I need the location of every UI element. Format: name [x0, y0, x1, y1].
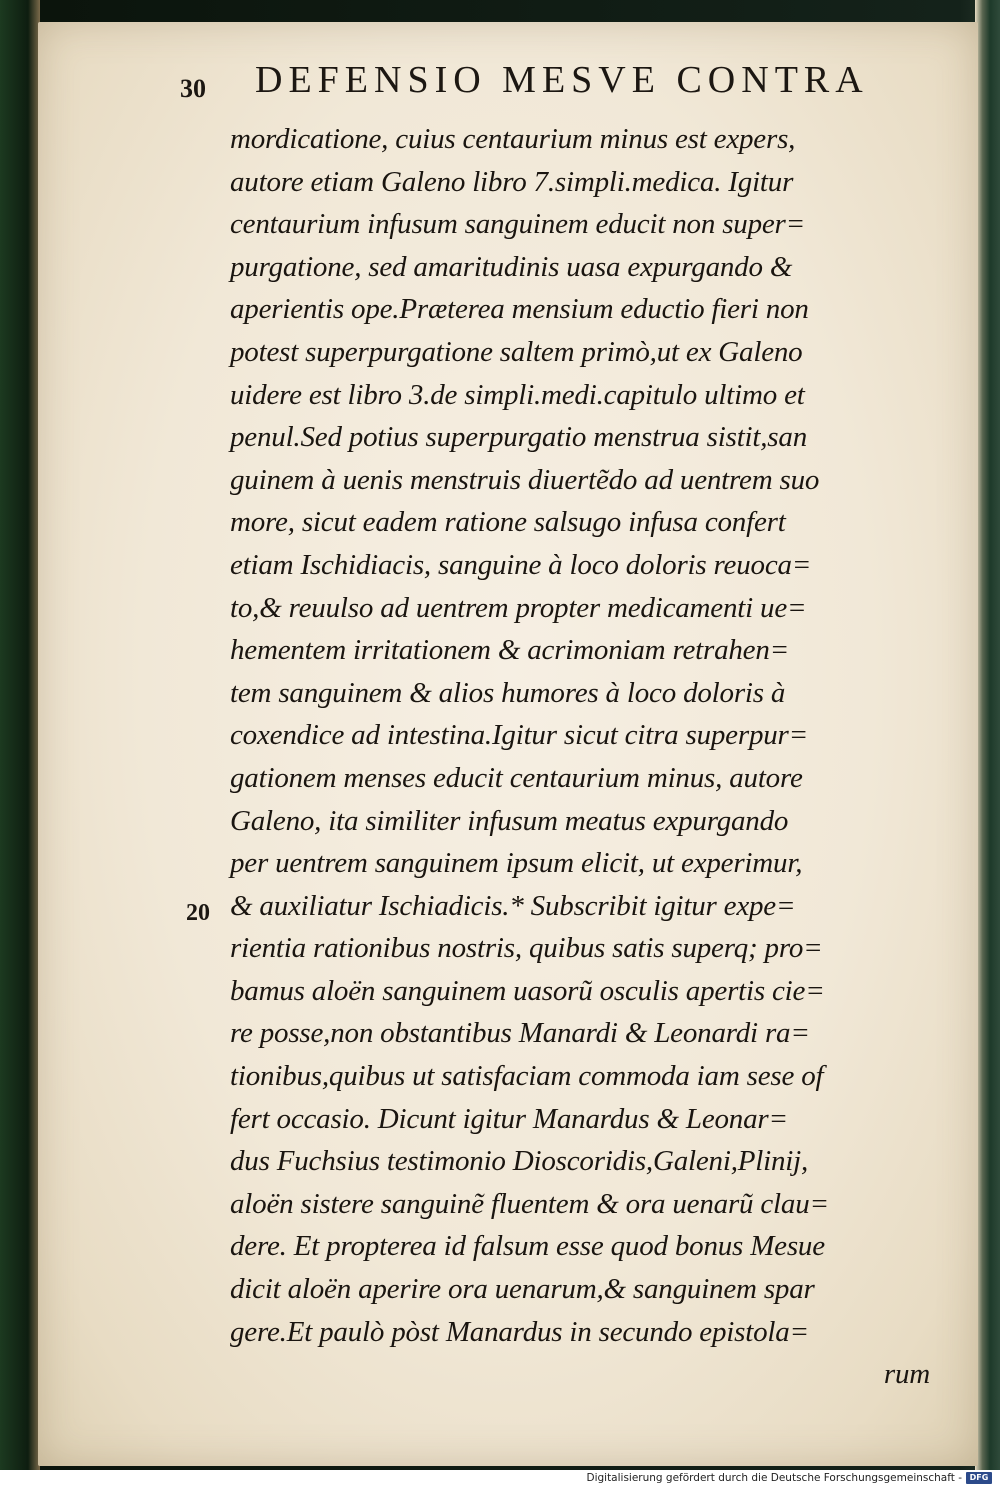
text-line: guinem à uenis menstruis diuertẽdo ad uentrem suo: [230, 463, 820, 496]
book-edge-right: [975, 0, 1000, 1470]
text-line: re posse,non obstantibus Manardi & Leonardi ra=: [230, 1017, 810, 1050]
text-line: tionibus,quibus ut satisfaciam commoda iam sese of: [230, 1060, 824, 1093]
text-line: dere. Et propterea id falsum esse quod bonus Mesue: [230, 1230, 825, 1263]
text-line: fert occasio. Dicunt igitur Manardus & Leonar=: [230, 1102, 788, 1135]
text-line: rum: [883, 1358, 930, 1391]
text-line: aloën sistere sanguinẽ fluentem & ora uenarũ clau=: [230, 1187, 829, 1220]
text-line: more, sicut eadem ratione salsugo infusa confert: [230, 506, 786, 539]
text-line: gationem menses educit centaurium minus, autore: [230, 761, 803, 794]
body-text: [230, 118, 930, 1396]
line-marker: 20: [186, 900, 210, 926]
text-line: hementem irritationem & acrimoniam retrahen=: [230, 634, 790, 667]
text-line: potest superpurgatione saltem primò,ut ex Galeno: [230, 335, 803, 368]
text-line: to,& reuulso ad uentrem propter medicamenti ue=: [230, 591, 807, 624]
text-line: etiam Ischidiacis, sanguine à loco doloris reuoca=: [230, 548, 812, 581]
text-line: dus Fuchsius testimonio Dioscoridis,Galeni,Plinij,: [230, 1145, 809, 1178]
footer-credit: Digitalisierung gefördert durch die Deutsche Forschungsgemeinschaft -: [586, 1472, 962, 1484]
text-line: rientia rationibus nostris, quibus satis superq; pro=: [230, 932, 823, 965]
text-line: Galeno, ita similiter infusum meatus expurgando: [230, 804, 789, 837]
book-edge-left: [0, 0, 40, 1470]
text-line: gere.Et paulò pòst Manardus in secundo epistola=: [230, 1315, 809, 1348]
text-line: purgatione, sed amaritudinis uasa expurgando &: [230, 250, 793, 283]
text-line: dicit aloën aperire ora uenarum,& sanguinem spar: [230, 1273, 815, 1306]
text-line: & auxiliatur Ischiadicis.* Subscribit igitur expe=: [230, 889, 796, 922]
text-line: penul.Sed potius superpurgatio menstrua sistit,san: [230, 421, 807, 454]
text-line: aperientis ope.Præterea mensium eductio fieri non: [230, 293, 809, 326]
page-number: 30: [180, 74, 206, 103]
text-line: autore etiam Galeno libro 7.simpli.medica. Igitur: [230, 165, 794, 198]
text-line: mordicatione, cuius centaurium minus est expers,: [230, 123, 796, 155]
dfg-logo: DFG: [966, 1472, 992, 1484]
text-line: coxendice ad intestina.Igitur sicut citra superpur=: [230, 719, 808, 752]
text-line: tem sanguinem & alios humores à loco doloris à: [230, 676, 786, 709]
text-line: bamus aloën sanguinem uasorũ osculis apertis cie=: [230, 974, 825, 1007]
text-line: per uentrem sanguinem ipsum elicit, ut experimur,: [230, 847, 803, 880]
text-line: centaurium infusum sanguinem educit non super=: [230, 208, 806, 241]
text-line: uidere est libro 3.de simpli.medi.capitulo ultimo et: [230, 378, 805, 411]
running-head: DEFENSIO MESVE CONTRA: [255, 59, 869, 101]
